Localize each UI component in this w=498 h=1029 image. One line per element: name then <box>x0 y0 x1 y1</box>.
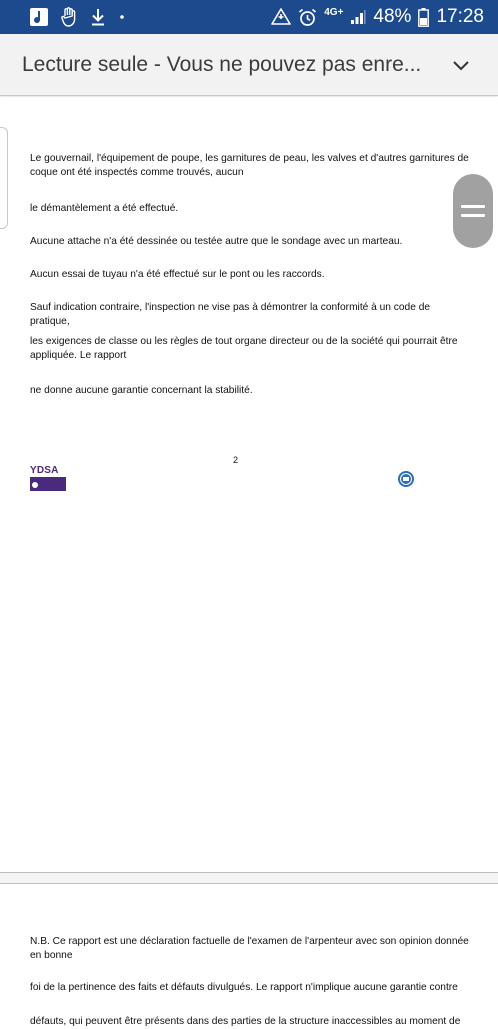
document-paragraph: défauts, qui peuvent être présents dans des parties de la structure inaccessibles au moment de <box>30 1016 461 1027</box>
document-title-bar[interactable] <box>0 34 498 96</box>
document-paragraph: Aucun essai de tuyau n'a été effectué sur le pont ou les raccords. <box>30 269 325 280</box>
signal-icon <box>350 9 366 25</box>
fast-scroll-handle[interactable] <box>453 174 493 248</box>
hand-icon <box>60 7 78 27</box>
scroll-handle-grip <box>461 205 485 208</box>
document-paragraph: ne donne aucune garantie concernant la stabilité. <box>30 385 253 396</box>
document-paragraph: Aucune attache n'a été dessinée ou testée autre que le sondage avec un marteau. <box>30 236 403 247</box>
scroll-handle-grip <box>461 214 485 217</box>
battery-percent: 48% <box>373 6 412 27</box>
page-separator <box>0 872 498 884</box>
gear-icon <box>32 482 38 488</box>
ydsa-logo-band <box>30 477 66 491</box>
document-paragraph: Sauf indication contraire, l'inspection ne vise pas à démontrer la conformité à un code de pratique, <box>30 302 431 327</box>
document-paragraph: le démantèlement a été effectué. <box>30 203 179 214</box>
notes-app-icon <box>30 8 48 26</box>
document-paragraph: les exigences de classe ou les règles de tout organe directeur ou de la société qui pourrait être appliquée. Le rapport <box>30 336 458 361</box>
status-bar <box>0 0 498 34</box>
ydsa-logo <box>30 465 66 492</box>
document-paragraph: Le gouvernail, l'équipement de poupe, les garnitures de peau, les valves et d'autres garnitures de coque ont été inspectés comme trouvés, aucun <box>30 153 469 178</box>
certification-badge-icon <box>397 470 415 488</box>
document-paragraph: foi de la pertinence des faits et défauts divulgués. Le rapport n'implique aucune garantie contre <box>30 982 458 993</box>
clock: 17:28 <box>436 6 484 27</box>
page-number: 2 <box>233 455 239 465</box>
battery-icon <box>418 8 429 27</box>
data-saver-icon <box>271 8 291 26</box>
ydsa-logo-text: YDSA <box>30 465 59 476</box>
network-type-label: 4G+ <box>324 6 344 18</box>
status-bar-right <box>271 6 484 28</box>
status-bar-left <box>30 7 126 27</box>
dot-icon <box>118 13 126 21</box>
download-icon <box>90 8 106 26</box>
document-title[interactable]: Lecture seule - Vous ne pouvez pas enre... <box>22 52 422 76</box>
previous-page-edge <box>0 127 8 229</box>
chevron-down-icon[interactable] <box>446 50 476 80</box>
alarm-icon <box>298 8 317 27</box>
document-paragraph: N.B. Ce rapport est une déclaration factuelle de l'examen de l'arpenteur avec son opinion donnée en bonne <box>30 936 469 961</box>
document-viewer[interactable] <box>0 97 498 1027</box>
